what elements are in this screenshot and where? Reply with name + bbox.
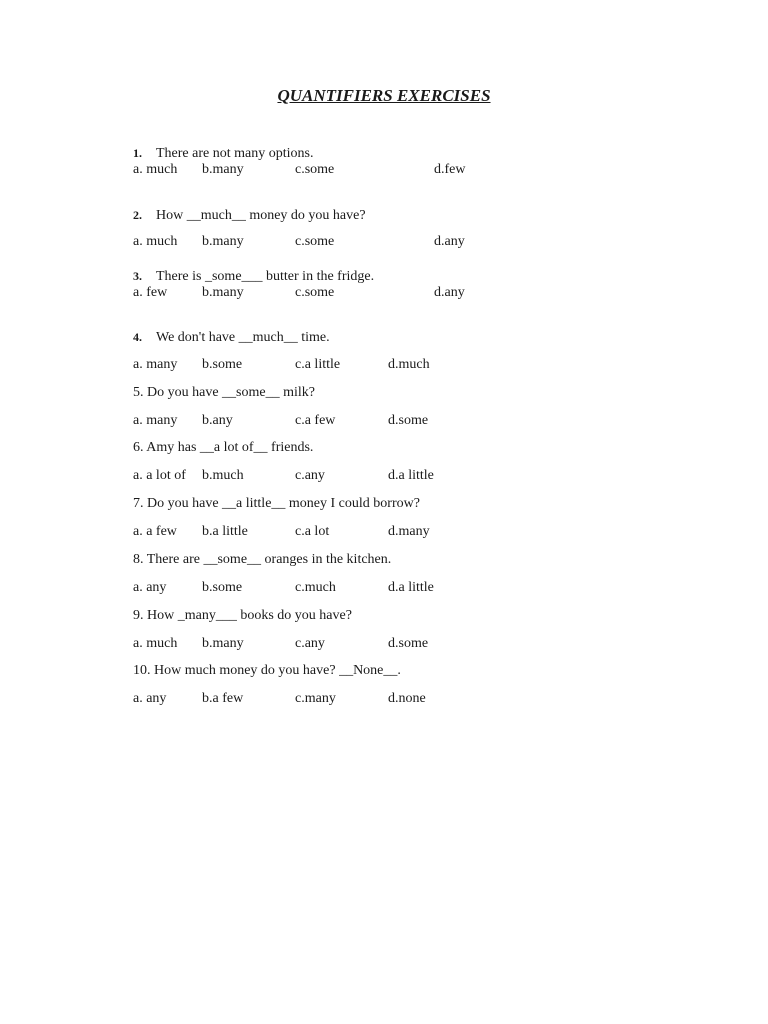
option-b: b.any bbox=[202, 413, 233, 428]
question-number: 1. bbox=[133, 146, 142, 160]
option-c: c.some bbox=[295, 285, 335, 300]
option-c: c.some bbox=[295, 162, 335, 177]
option-c: c.any bbox=[295, 636, 325, 651]
option-d: d.much bbox=[388, 357, 430, 372]
question-text: We don't have __much__ time. bbox=[156, 330, 330, 345]
option-b: b.many bbox=[202, 234, 244, 249]
option-b: b.a little bbox=[202, 524, 248, 539]
option-c: c.many bbox=[295, 691, 336, 706]
option-d: d.any bbox=[434, 234, 465, 249]
option-c: c.a few bbox=[295, 413, 336, 428]
question-text: There is _some___ butter in the fridge. bbox=[156, 269, 375, 284]
option-a: a. many bbox=[133, 357, 178, 372]
option-b: b.much bbox=[202, 468, 244, 483]
option-d: d.many bbox=[388, 524, 430, 539]
question-number: 3. bbox=[133, 269, 142, 283]
option-b: b.many bbox=[202, 162, 244, 177]
option-b: b.many bbox=[202, 285, 244, 300]
option-b: b.many bbox=[202, 636, 244, 651]
option-a: a. a lot of bbox=[133, 468, 186, 483]
question-text: How __much__ money do you have? bbox=[156, 208, 366, 223]
question-6: 6. Amy has __a lot of__ friends. bbox=[133, 440, 314, 455]
option-c: c.a little bbox=[295, 357, 341, 372]
option-a: a. much bbox=[133, 636, 178, 651]
question-number: 2. bbox=[133, 208, 142, 222]
question-number: 4. bbox=[133, 330, 142, 344]
option-d: d.none bbox=[388, 691, 426, 706]
option-b: b.some bbox=[202, 357, 243, 372]
option-c: c.some bbox=[295, 234, 335, 249]
option-b: b.some bbox=[202, 580, 243, 595]
question-3 bbox=[133, 267, 374, 286]
option-a: a. many bbox=[133, 413, 178, 428]
option-c: c.a lot bbox=[295, 524, 330, 539]
question-text: There are not many options. bbox=[156, 146, 314, 161]
option-a: a. any bbox=[133, 580, 167, 595]
question-4 bbox=[133, 328, 330, 347]
option-d: d.any bbox=[434, 285, 465, 300]
option-a: a. much bbox=[133, 162, 178, 177]
page-title: QUANTIFIERS EXERCISES bbox=[277, 86, 491, 105]
option-d: d.some bbox=[388, 413, 429, 428]
option-b: b.a few bbox=[202, 691, 244, 706]
option-d: d.a little bbox=[388, 468, 434, 483]
question-2 bbox=[133, 206, 366, 225]
option-c: c.any bbox=[295, 468, 325, 483]
question-8: 8. There are __some__ oranges in the kitchen. bbox=[133, 552, 392, 567]
option-a: a. much bbox=[133, 234, 178, 249]
question-10: 10. How much money do you have? __None__. bbox=[133, 663, 401, 678]
question-9: 9. How _many___ books do you have? bbox=[133, 608, 352, 623]
option-c: c.much bbox=[295, 580, 336, 595]
option-d: d.some bbox=[388, 636, 429, 651]
question-5: 5. Do you have __some__ milk? bbox=[133, 385, 315, 400]
option-a: a. a few bbox=[133, 524, 177, 539]
option-d: d.few bbox=[434, 162, 466, 177]
option-a: a. any bbox=[133, 691, 167, 706]
option-d: d.a little bbox=[388, 580, 434, 595]
option-a: a. few bbox=[133, 285, 168, 300]
question-7: 7. Do you have __a little__ money I could borrow? bbox=[133, 496, 420, 511]
